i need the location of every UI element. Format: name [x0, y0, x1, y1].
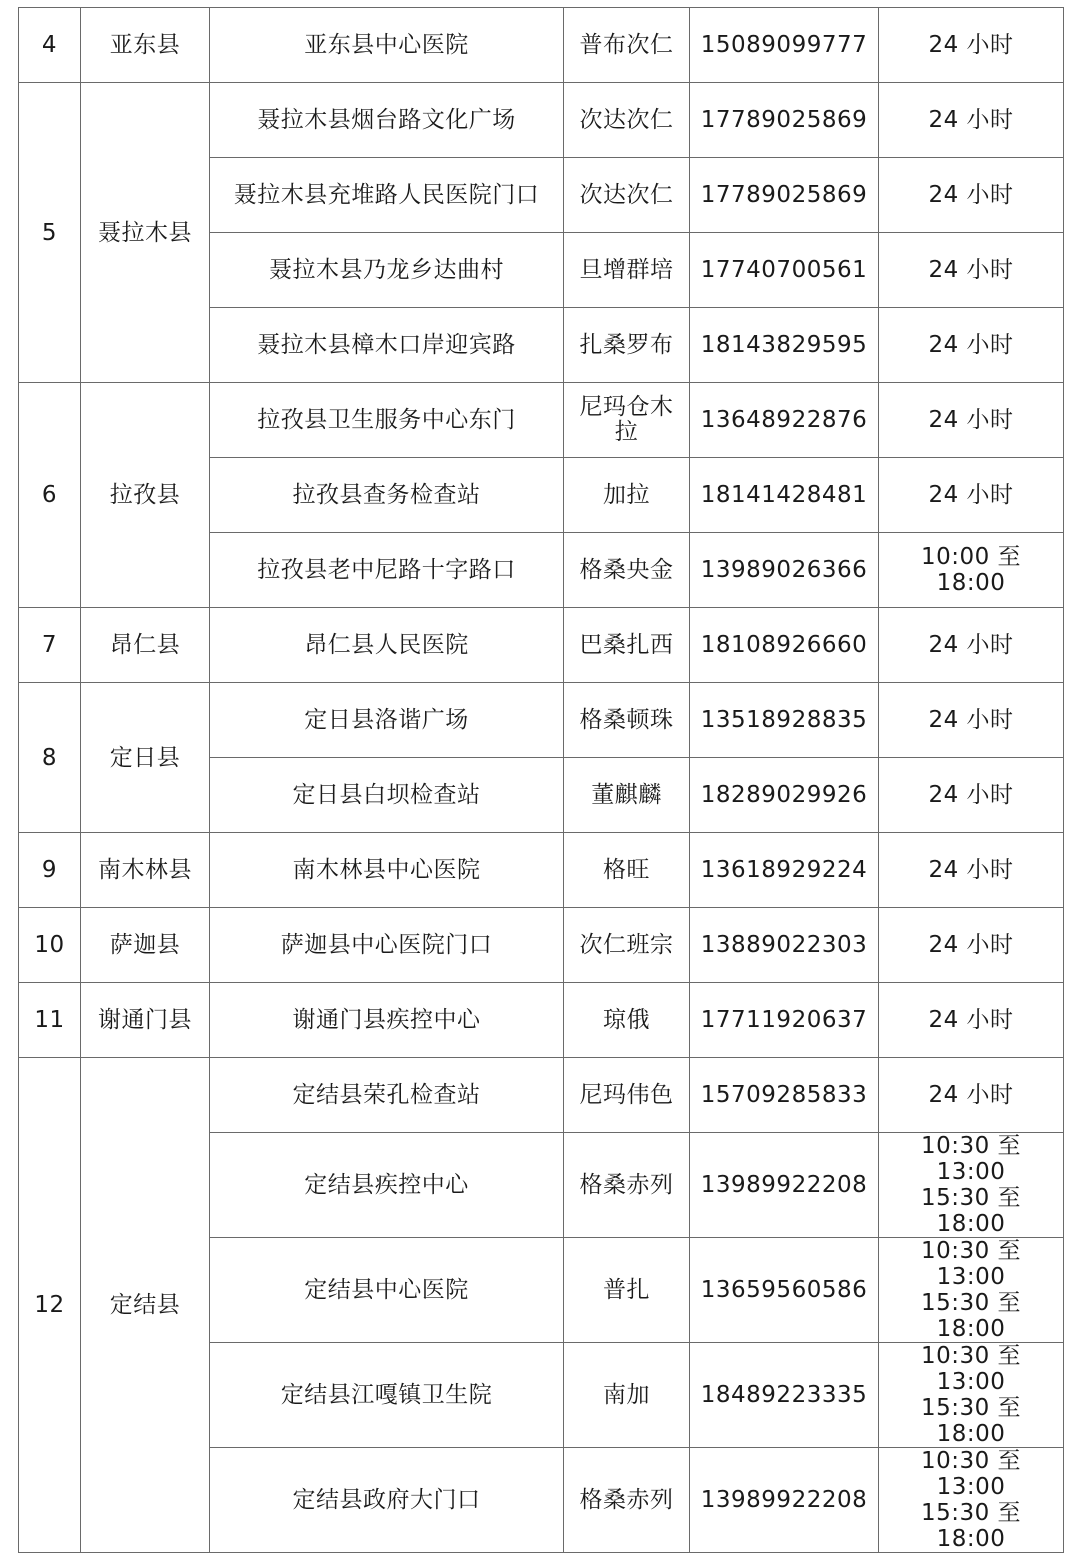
phone-number: 13659560586 — [690, 1238, 879, 1343]
opening-hours: 10:30 至 13:00 15:30 至 18:00 — [879, 1343, 1064, 1448]
table-row — [19, 833, 1064, 908]
site-name: 拉孜县查务检查站 — [210, 458, 564, 533]
county-name: 昂仁县 — [81, 608, 210, 683]
contact-person: 加拉 — [564, 458, 690, 533]
opening-hours: 24 小时 — [879, 83, 1064, 158]
contact-person: 普布次仁 — [564, 8, 690, 83]
phone-number: 18108926660 — [690, 608, 879, 683]
site-name: 谢通门县疾控中心 — [210, 983, 564, 1058]
contact-person: 次达次仁 — [564, 158, 690, 233]
contact-person: 巴桑扎西 — [564, 608, 690, 683]
site-name: 定结县疾控中心 — [210, 1133, 564, 1238]
opening-hours: 24 小时 — [879, 8, 1064, 83]
phone-number: 13618929224 — [690, 833, 879, 908]
table-row — [19, 983, 1064, 1058]
row-number: 9 — [19, 833, 81, 908]
county-name: 南木林县 — [81, 833, 210, 908]
county-name: 亚东县 — [81, 8, 210, 83]
opening-hours: 24 小时 — [879, 758, 1064, 833]
opening-hours: 24 小时 — [879, 458, 1064, 533]
site-name: 定结县江嘎镇卫生院 — [210, 1343, 564, 1448]
phone-number: 15709285833 — [690, 1058, 879, 1133]
opening-hours: 24 小时 — [879, 683, 1064, 758]
site-name: 亚东县中心医院 — [210, 8, 564, 83]
county-name: 拉孜县 — [81, 383, 210, 608]
contact-person: 格桑赤列 — [564, 1133, 690, 1238]
site-name: 拉孜县老中尼路十字路口 — [210, 533, 564, 608]
opening-hours: 10:30 至 13:00 15:30 至 18:00 — [879, 1448, 1064, 1553]
opening-hours: 10:30 至 13:00 15:30 至 18:00 — [879, 1133, 1064, 1238]
row-number: 8 — [19, 683, 81, 833]
site-name: 南木林县中心医院 — [210, 833, 564, 908]
row-number: 7 — [19, 608, 81, 683]
contact-person: 琼俄 — [564, 983, 690, 1058]
opening-hours: 24 小时 — [879, 983, 1064, 1058]
county-name: 谢通门县 — [81, 983, 210, 1058]
site-name: 萨迦县中心医院门口 — [210, 908, 564, 983]
phone-number: 13989922208 — [690, 1448, 879, 1553]
table-row — [19, 608, 1064, 683]
contact-person: 尼玛伟色 — [564, 1058, 690, 1133]
table-row — [19, 83, 1064, 158]
county-name: 定结县 — [81, 1058, 210, 1553]
row-number: 4 — [19, 8, 81, 83]
contact-person: 扎桑罗布 — [564, 308, 690, 383]
opening-hours: 24 小时 — [879, 308, 1064, 383]
opening-hours: 24 小时 — [879, 158, 1064, 233]
county-name: 萨迦县 — [81, 908, 210, 983]
site-name: 定结县政府大门口 — [210, 1448, 564, 1553]
county-name: 聂拉木县 — [81, 83, 210, 383]
row-number: 5 — [19, 83, 81, 383]
contact-person: 普扎 — [564, 1238, 690, 1343]
site-name: 拉孜县卫生服务中心东门 — [210, 383, 564, 458]
row-number: 10 — [19, 908, 81, 983]
contact-person: 董麒麟 — [564, 758, 690, 833]
site-name: 聂拉木县充堆路人民医院门口 — [210, 158, 564, 233]
opening-hours: 10:30 至 13:00 15:30 至 18:00 — [879, 1238, 1064, 1343]
county-name: 定日县 — [81, 683, 210, 833]
contact-person: 旦增群培 — [564, 233, 690, 308]
phone-number: 18289029926 — [690, 758, 879, 833]
contact-person: 格旺 — [564, 833, 690, 908]
opening-hours: 24 小时 — [879, 833, 1064, 908]
row-number: 6 — [19, 383, 81, 608]
contact-person: 南加 — [564, 1343, 690, 1448]
phone-number: 15089099777 — [690, 8, 879, 83]
site-name: 昂仁县人民医院 — [210, 608, 564, 683]
phone-number: 18489223335 — [690, 1343, 879, 1448]
site-name: 定日县洛谐广场 — [210, 683, 564, 758]
table-row — [19, 383, 1064, 458]
site-name: 定结县中心医院 — [210, 1238, 564, 1343]
opening-hours: 24 小时 — [879, 233, 1064, 308]
contact-person: 次达次仁 — [564, 83, 690, 158]
phone-number: 17789025869 — [690, 83, 879, 158]
table-row — [19, 683, 1064, 758]
contact-person: 格桑顿珠 — [564, 683, 690, 758]
opening-hours: 10:00 至 18:00 — [879, 533, 1064, 608]
opening-hours: 24 小时 — [879, 383, 1064, 458]
phone-number: 17740700561 — [690, 233, 879, 308]
table-row — [19, 8, 1064, 83]
phone-number: 17789025869 — [690, 158, 879, 233]
site-name: 聂拉木县樟木口岸迎宾路 — [210, 308, 564, 383]
site-name: 聂拉木县乃龙乡达曲村 — [210, 233, 564, 308]
contact-person: 尼玛仓木拉 — [564, 383, 690, 458]
phone-number: 18143829595 — [690, 308, 879, 383]
row-number: 12 — [19, 1058, 81, 1553]
table-row — [19, 908, 1064, 983]
phone-number: 13889022303 — [690, 908, 879, 983]
site-name: 定结县荣孔检查站 — [210, 1058, 564, 1133]
opening-hours: 24 小时 — [879, 1058, 1064, 1133]
sampling-sites-table — [18, 7, 1064, 1553]
phone-number: 13518928835 — [690, 683, 879, 758]
phone-number: 17711920637 — [690, 983, 879, 1058]
site-name: 聂拉木县烟台路文化广场 — [210, 83, 564, 158]
phone-number: 13648922876 — [690, 383, 879, 458]
phone-number: 13989026366 — [690, 533, 879, 608]
row-number: 11 — [19, 983, 81, 1058]
site-name: 定日县白坝检查站 — [210, 758, 564, 833]
phone-number: 18141428481 — [690, 458, 879, 533]
contact-person: 次仁班宗 — [564, 908, 690, 983]
opening-hours: 24 小时 — [879, 608, 1064, 683]
table-row — [19, 1058, 1064, 1133]
opening-hours: 24 小时 — [879, 908, 1064, 983]
contact-person: 格桑央金 — [564, 533, 690, 608]
phone-number: 13989922208 — [690, 1133, 879, 1238]
contact-person: 格桑赤列 — [564, 1448, 690, 1553]
